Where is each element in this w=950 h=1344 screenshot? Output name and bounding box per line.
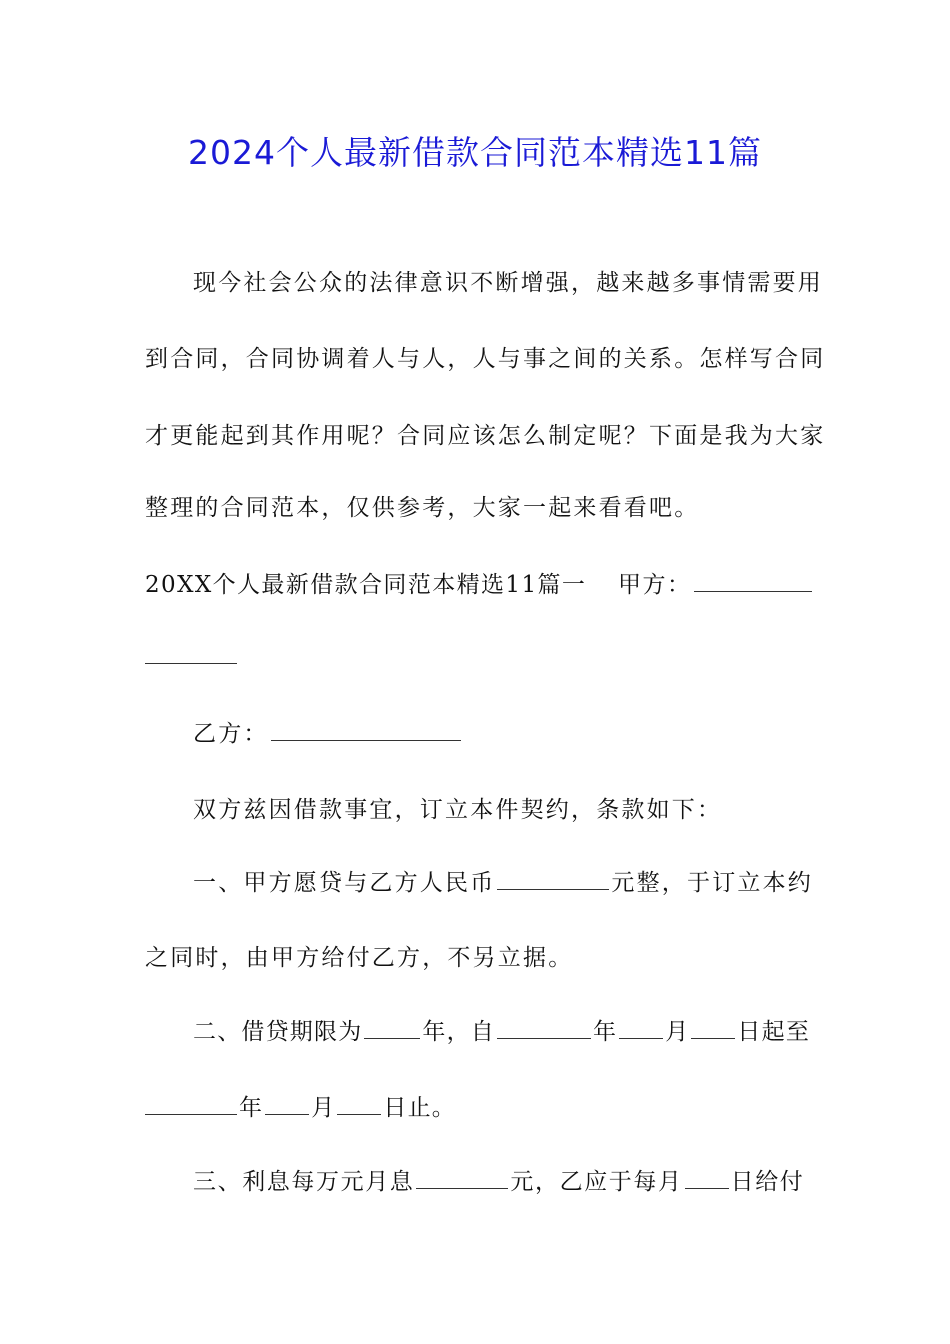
intro-line-2: 到合同，合同协调着人与人，人与事之间的关系。怎样写合同 (145, 346, 826, 372)
end-year-blank (145, 1094, 237, 1115)
end-day-blank (337, 1094, 381, 1115)
monthly-interest-blank (416, 1168, 508, 1189)
start-month-blank (619, 1018, 663, 1039)
clause-2-text-3: 年 (593, 1019, 618, 1045)
clause-2-text-6: 年 (239, 1095, 264, 1121)
party-b-label: 乙方： (193, 721, 269, 747)
clause-2-line-2 (145, 1091, 810, 1125)
party-a-blank (694, 571, 812, 592)
intro-line-4: 整理的合同范本，仅供参考，大家一起来看看吧。 (145, 495, 700, 521)
end-month-blank (265, 1094, 309, 1115)
clause-3-text-1: 三、利息每万元月息 (193, 1169, 415, 1195)
clause-2-text-1: 二、借贷期限为 (193, 1019, 363, 1045)
clause-1-text-a: 一、甲方愿贷与乙方人民币 (193, 870, 496, 896)
clause-2-line-1 (193, 1015, 810, 1049)
clause-1-text-b: 元整，于订立本约 (611, 870, 814, 896)
section-heading: 20XX个人最新借款合同范本精选11篇一 (145, 572, 587, 598)
clause-3-text-2: 元，乙应于每月 (510, 1169, 683, 1195)
intro-line-3: 才更能起到其作用呢？合同应该怎么制定呢？下面是我为大家 (145, 423, 826, 449)
clause-2-text-2: 年，自 (422, 1019, 496, 1045)
start-year-blank (497, 1018, 591, 1039)
payment-day-blank (685, 1168, 729, 1189)
clause-2-text-5: 日起至 (737, 1019, 811, 1045)
clause-2-text-7: 月 (311, 1095, 336, 1121)
clause-2-text-4: 月 (665, 1019, 690, 1045)
party-b-field (193, 717, 810, 751)
term-years-blank (364, 1018, 420, 1039)
clause-3-text-3: 日给付 (730, 1169, 805, 1195)
party-a-field (618, 568, 814, 602)
party-a-blank-2 (145, 643, 237, 664)
preamble: 双方兹因借款事宜，订立本件契约，条款如下： (193, 797, 723, 823)
clause-1-line-1 (193, 866, 814, 900)
document-title: 2024个人最新借款合同范本精选11篇 (188, 133, 762, 172)
party-a-label: 甲方： (618, 572, 692, 598)
clause-2-text-8: 日止。 (383, 1095, 457, 1121)
party-a-blank-continued (145, 640, 810, 674)
clause-1-line-2: 之同时，由甲方给付乙方，不另立据。 (145, 945, 574, 971)
clause-3-line-1 (193, 1165, 810, 1199)
start-day-blank (691, 1018, 735, 1039)
intro-line-1: 现今社会公众的法律意识不断增强，越来越多事情需要用 (193, 270, 823, 296)
loan-amount-blank (497, 869, 609, 890)
party-b-blank (271, 720, 461, 741)
